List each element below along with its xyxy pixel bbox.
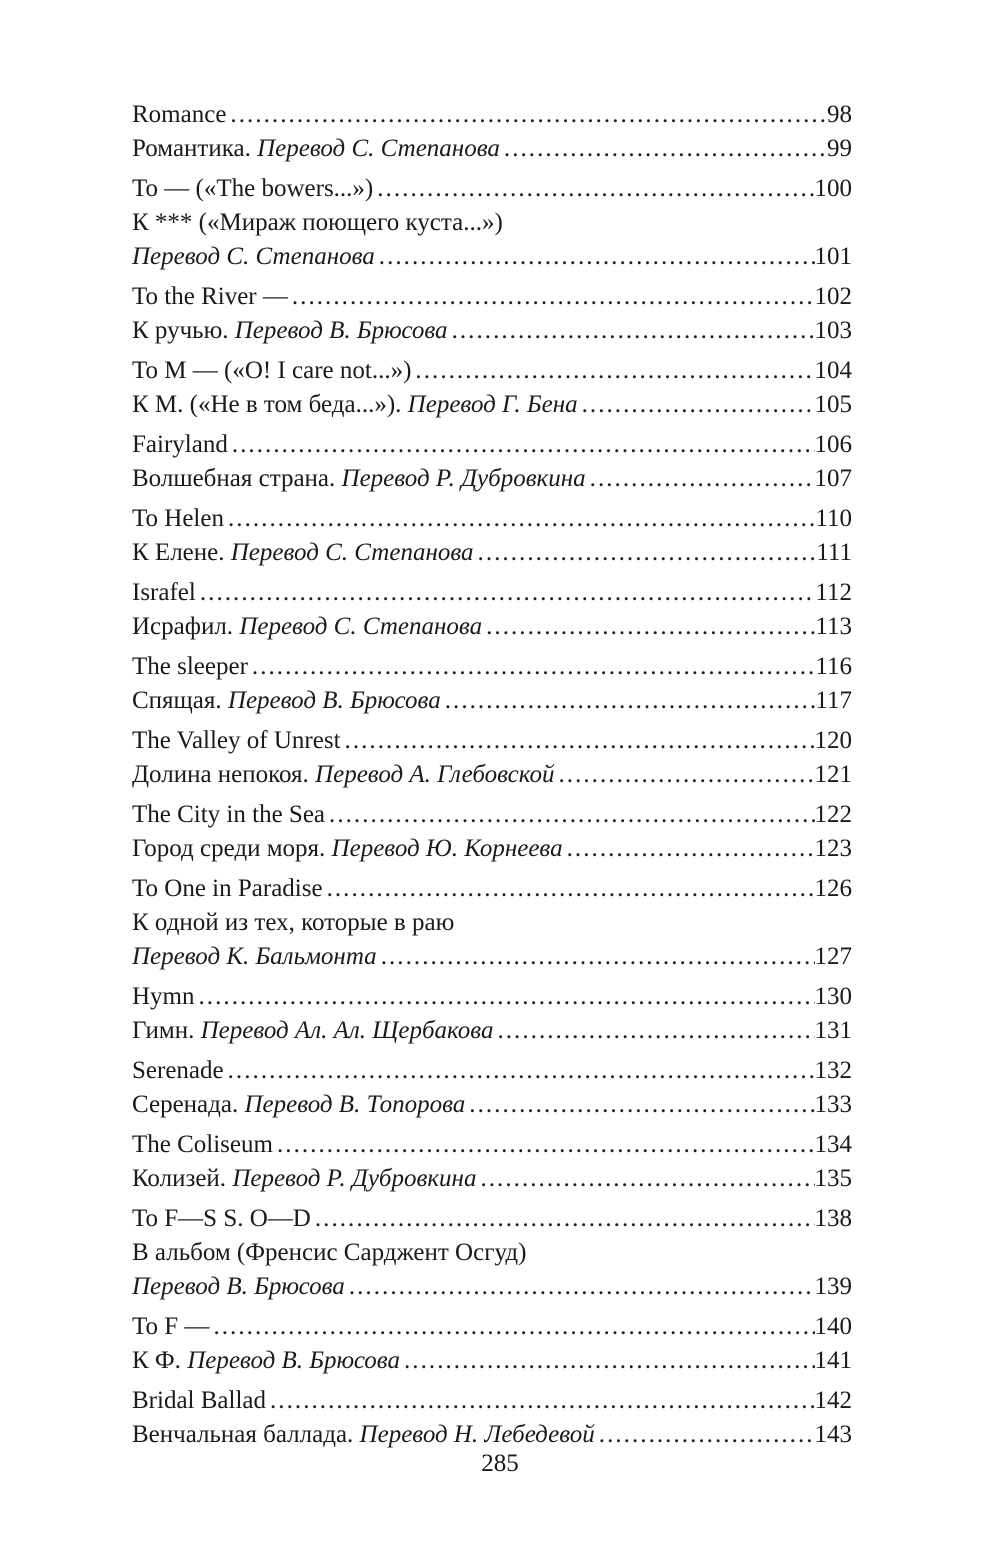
toc-entry-group bbox=[132, 1384, 852, 1452]
toc-title-text: Hymn bbox=[132, 983, 195, 1010]
toc-title-text: К одной из тех, которые в раю bbox=[132, 909, 455, 936]
toc-line bbox=[132, 536, 852, 570]
dot-leader bbox=[563, 832, 815, 866]
toc-title-text: Serenade bbox=[132, 1057, 224, 1084]
toc-page-number: 131 bbox=[814, 1017, 852, 1044]
toc-translator: Перевод В. Брюсова bbox=[234, 317, 448, 344]
toc-entry-group bbox=[132, 650, 852, 718]
toc-title bbox=[132, 1202, 311, 1236]
toc-title-text: Серенада. bbox=[132, 1091, 245, 1118]
toc-line bbox=[132, 1014, 852, 1048]
toc-title bbox=[132, 1239, 526, 1266]
toc-title bbox=[132, 576, 196, 610]
toc-entry-group bbox=[132, 172, 852, 274]
toc-title bbox=[132, 1128, 273, 1162]
toc-title bbox=[132, 388, 578, 422]
toc-title bbox=[132, 1418, 595, 1452]
toc-page-number: 113 bbox=[815, 613, 852, 640]
toc-entry-group bbox=[132, 1054, 852, 1122]
toc-page-number: 141 bbox=[814, 1347, 852, 1374]
toc-title bbox=[132, 798, 325, 832]
dot-leader bbox=[196, 576, 816, 610]
dot-leader bbox=[224, 1054, 815, 1088]
toc-translator: Перевод В. Брюсова bbox=[227, 687, 441, 714]
toc-line bbox=[132, 1162, 852, 1196]
toc-line bbox=[132, 1270, 852, 1304]
toc-title-text: The Coliseum bbox=[132, 1131, 273, 1158]
toc-entry-group bbox=[132, 1310, 852, 1378]
toc-entry-group bbox=[132, 428, 852, 496]
toc-title bbox=[132, 909, 454, 936]
dot-leader bbox=[228, 428, 815, 462]
toc-title-text: Волшебная страна. bbox=[132, 465, 342, 492]
dot-leader bbox=[325, 798, 814, 832]
toc-title bbox=[132, 1310, 209, 1344]
toc-line bbox=[132, 428, 852, 462]
toc-title bbox=[132, 132, 500, 166]
toc-entry-group bbox=[132, 98, 852, 166]
toc-title-text: Bridal Ballad bbox=[132, 1387, 266, 1414]
toc-title-text: Romance bbox=[132, 101, 227, 128]
toc-line bbox=[132, 980, 852, 1014]
toc-page-number: 123 bbox=[814, 835, 852, 862]
toc-entry-group bbox=[132, 1128, 852, 1196]
toc-title bbox=[132, 172, 373, 206]
toc-page-number: 120 bbox=[814, 727, 852, 754]
page-number: 285 bbox=[481, 1450, 519, 1477]
toc-title-text: To — («The bowers...») bbox=[132, 175, 374, 202]
toc-line bbox=[132, 940, 852, 974]
dot-leader bbox=[248, 650, 816, 684]
toc-page-number: 130 bbox=[814, 983, 852, 1010]
dot-leader bbox=[311, 1202, 815, 1236]
dot-leader bbox=[448, 314, 815, 348]
toc-line bbox=[132, 1310, 852, 1344]
toc-title-text: К Ф. bbox=[132, 1347, 188, 1374]
toc-line bbox=[132, 724, 852, 758]
toc-line bbox=[132, 1128, 852, 1162]
toc-page-number: 107 bbox=[814, 465, 852, 492]
toc-translator: Перевод С. Степанова bbox=[239, 613, 483, 640]
toc-title-text: К М. («Не в том беда...»). bbox=[132, 391, 408, 418]
toc-line bbox=[132, 172, 852, 206]
dot-leader bbox=[288, 280, 815, 314]
toc-title bbox=[132, 209, 503, 236]
toc-line bbox=[132, 576, 852, 610]
toc-title-text: To F—S S. O—D bbox=[132, 1205, 311, 1232]
toc-title bbox=[132, 280, 288, 314]
toc-title bbox=[132, 1054, 224, 1088]
table-of-contents bbox=[132, 98, 852, 1458]
dot-leader bbox=[400, 1344, 815, 1378]
toc-translator: Перевод В. Брюсова bbox=[132, 1273, 345, 1300]
toc-translator: Перевод С. Степанова bbox=[132, 243, 375, 270]
toc-translator: Перевод С. Степанова bbox=[230, 539, 474, 566]
toc-title bbox=[132, 1014, 493, 1048]
toc-page-number: 102 bbox=[814, 283, 852, 310]
toc-title-text: Fairyland bbox=[132, 431, 228, 458]
toc-line bbox=[132, 1418, 852, 1452]
toc-title bbox=[132, 428, 228, 462]
toc-page-number: 117 bbox=[815, 687, 852, 714]
toc-title-text: Israfel bbox=[132, 579, 196, 606]
toc-line bbox=[132, 388, 852, 422]
toc-entry-group bbox=[132, 280, 852, 348]
toc-page-number: 116 bbox=[815, 653, 852, 680]
toc-title-text: Романтика. bbox=[132, 135, 258, 162]
toc-title-text: Колизей. bbox=[132, 1165, 233, 1192]
toc-title bbox=[132, 650, 248, 684]
toc-title bbox=[132, 1344, 400, 1378]
toc-translator: Перевод Г. Бена bbox=[407, 391, 578, 418]
dot-leader bbox=[224, 502, 815, 536]
toc-line bbox=[132, 906, 852, 940]
toc-line bbox=[132, 1384, 852, 1418]
toc-page-number: 110 bbox=[815, 505, 852, 532]
toc-title-text: The sleeper bbox=[132, 653, 248, 680]
toc-title-text: Венчальная баллада. bbox=[132, 1421, 360, 1448]
toc-page-number: 112 bbox=[815, 579, 852, 606]
toc-page-number: 135 bbox=[814, 1165, 852, 1192]
toc-title bbox=[132, 758, 554, 792]
toc-line bbox=[132, 280, 852, 314]
toc-translator: Перевод С. Степанова bbox=[257, 135, 500, 162]
toc-line bbox=[132, 758, 852, 792]
toc-entry-group bbox=[132, 872, 852, 974]
toc-line bbox=[132, 1236, 852, 1270]
toc-title-text: To M — («O! I care not...») bbox=[132, 357, 412, 384]
dot-leader bbox=[195, 980, 815, 1014]
toc-page-number: 103 bbox=[814, 317, 852, 344]
toc-title-text: The City in the Sea bbox=[132, 801, 326, 828]
dot-leader bbox=[474, 536, 817, 570]
toc-title-text: To F — bbox=[132, 1313, 210, 1340]
dot-leader bbox=[323, 872, 815, 906]
toc-translator: Перевод В. Брюсова bbox=[187, 1347, 400, 1374]
toc-title-text: To the River — bbox=[132, 283, 288, 310]
toc-line bbox=[132, 684, 852, 718]
toc-title bbox=[132, 832, 563, 866]
toc-line bbox=[132, 798, 852, 832]
toc-page-number: 133 bbox=[814, 1091, 852, 1118]
toc-line bbox=[132, 1054, 852, 1088]
toc-page-number: 111 bbox=[816, 539, 852, 566]
toc-page-number: 127 bbox=[814, 943, 852, 970]
toc-line bbox=[132, 610, 852, 644]
toc-title-text: Исрафил. bbox=[132, 613, 240, 640]
dot-leader bbox=[441, 684, 816, 718]
toc-page-number: 126 bbox=[814, 875, 852, 902]
toc-title bbox=[132, 980, 195, 1014]
toc-page-number: 134 bbox=[814, 1131, 852, 1158]
dot-leader bbox=[586, 462, 815, 496]
toc-title-text: Долина непокоя. bbox=[132, 761, 316, 788]
toc-page-number: 101 bbox=[814, 243, 852, 270]
toc-page-number: 132 bbox=[814, 1057, 852, 1084]
toc-line bbox=[132, 502, 852, 536]
toc-title bbox=[132, 354, 411, 388]
toc-line bbox=[132, 650, 852, 684]
toc-page-number: 138 bbox=[814, 1205, 852, 1232]
toc-title-text: В альбом (Френсис Сарджент Осгуд) bbox=[132, 1239, 527, 1266]
dot-leader bbox=[554, 758, 814, 792]
dot-leader bbox=[500, 132, 827, 166]
toc-line bbox=[132, 1344, 852, 1378]
dot-leader bbox=[578, 388, 815, 422]
toc-title bbox=[132, 502, 224, 536]
toc-line bbox=[132, 462, 852, 496]
toc-line bbox=[132, 240, 852, 274]
toc-page-number: 142 bbox=[814, 1387, 852, 1414]
dot-leader bbox=[411, 354, 814, 388]
toc-title-text: К ручью. bbox=[132, 317, 235, 344]
toc-entry-group bbox=[132, 354, 852, 422]
toc-page-number: 98 bbox=[827, 101, 852, 128]
toc-translator: Перевод А. Глебовской bbox=[315, 761, 555, 788]
dot-leader bbox=[476, 1162, 814, 1196]
toc-title-text: To One in Paradise bbox=[132, 875, 323, 902]
toc-page-number: 143 bbox=[814, 1421, 852, 1448]
toc-translator: Перевод Н. Лебедевой bbox=[359, 1421, 595, 1448]
toc-page-number: 139 bbox=[814, 1273, 852, 1300]
toc-page-number: 105 bbox=[814, 391, 852, 418]
toc-line bbox=[132, 354, 852, 388]
toc-line bbox=[132, 206, 852, 240]
toc-line bbox=[132, 1202, 852, 1236]
toc-page-number: 100 bbox=[814, 175, 852, 202]
toc-title bbox=[132, 872, 323, 906]
dot-leader bbox=[493, 1014, 814, 1048]
toc-translator: Перевод Р. Дубровкина bbox=[341, 465, 586, 492]
toc-title-text: To Helen bbox=[132, 505, 224, 532]
toc-title-text: Город среди моря. bbox=[132, 835, 332, 862]
toc-translator: Перевод Ал. Ал. Щербакова bbox=[200, 1017, 494, 1044]
toc-entry-group bbox=[132, 724, 852, 792]
toc-title bbox=[132, 940, 377, 974]
toc-line bbox=[132, 872, 852, 906]
toc-title bbox=[132, 1384, 266, 1418]
toc-title bbox=[132, 1270, 345, 1304]
toc-translator: Перевод Ю. Корнеева bbox=[331, 835, 563, 862]
toc-page-number: 99 bbox=[827, 135, 852, 162]
toc-title bbox=[132, 98, 226, 132]
toc-title-text: The Valley of Unrest bbox=[132, 727, 341, 754]
toc-line bbox=[132, 832, 852, 866]
toc-translator: Перевод В. Топорова bbox=[244, 1091, 466, 1118]
dot-leader bbox=[226, 98, 827, 132]
dot-leader bbox=[273, 1128, 815, 1162]
toc-title bbox=[132, 1088, 465, 1122]
dot-leader bbox=[209, 1310, 814, 1344]
dot-leader bbox=[377, 940, 815, 974]
toc-page-number: 106 bbox=[814, 431, 852, 458]
toc-title bbox=[132, 724, 341, 758]
toc-page-number: 121 bbox=[814, 761, 852, 788]
toc-title-text: Спящая. bbox=[132, 687, 228, 714]
dot-leader bbox=[375, 240, 815, 274]
toc-line bbox=[132, 98, 852, 132]
toc-translator: Перевод Р. Дубровкина bbox=[232, 1165, 477, 1192]
toc-title-text: К Елене. bbox=[132, 539, 231, 566]
toc-entry-group bbox=[132, 980, 852, 1048]
toc-title bbox=[132, 462, 586, 496]
toc-entry-group bbox=[132, 576, 852, 644]
toc-translator: Перевод К. Бальмонта bbox=[132, 943, 377, 970]
toc-title bbox=[132, 536, 474, 570]
toc-title bbox=[132, 314, 448, 348]
toc-title bbox=[132, 240, 375, 274]
dot-leader bbox=[595, 1418, 815, 1452]
toc-title bbox=[132, 1162, 476, 1196]
toc-entry-group bbox=[132, 502, 852, 570]
toc-line bbox=[132, 132, 852, 166]
dot-leader bbox=[482, 610, 815, 644]
dot-leader bbox=[341, 724, 815, 758]
toc-title bbox=[132, 610, 482, 644]
toc-line bbox=[132, 1088, 852, 1122]
toc-entry-group bbox=[132, 1202, 852, 1304]
toc-entry-group bbox=[132, 798, 852, 866]
toc-title-text: Гимн. bbox=[132, 1017, 201, 1044]
toc-page-number: 140 bbox=[814, 1313, 852, 1340]
toc-page-number: 122 bbox=[814, 801, 852, 828]
toc-page-number: 104 bbox=[814, 357, 852, 384]
toc-line bbox=[132, 314, 852, 348]
dot-leader bbox=[465, 1088, 814, 1122]
dot-leader bbox=[373, 172, 814, 206]
toc-title-text: К *** («Мираж поющего куста...») bbox=[132, 209, 503, 236]
dot-leader bbox=[266, 1384, 815, 1418]
toc-title bbox=[132, 684, 441, 718]
dot-leader bbox=[345, 1270, 815, 1304]
